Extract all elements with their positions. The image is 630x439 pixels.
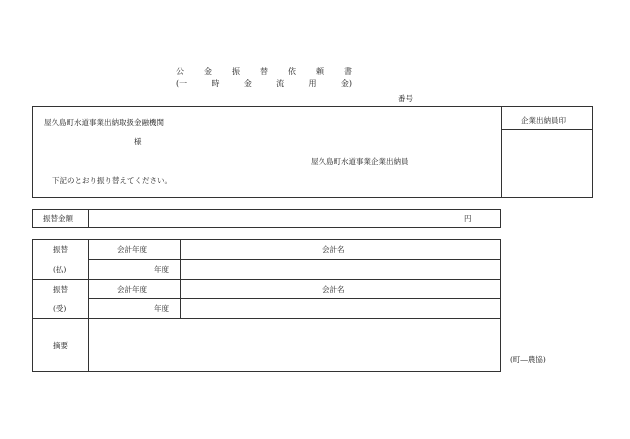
- row-divider: [88, 259, 501, 260]
- honorific: 様: [134, 137, 142, 146]
- footer-note: (町―農協): [510, 355, 546, 364]
- subtitle-char: (一: [176, 79, 188, 88]
- year-suffix: 年度: [154, 304, 169, 313]
- amount-label: 振替金額: [43, 214, 73, 223]
- account-name-label: 会計名: [322, 245, 345, 254]
- title-char: 依: [288, 67, 296, 76]
- subtitle-char: 用: [308, 79, 317, 88]
- title-char: 替: [260, 67, 268, 76]
- credit-sub: (受): [53, 304, 67, 313]
- debit-label: 振替: [53, 245, 68, 254]
- request-text: 下記のとおり振り替えてください。: [52, 176, 172, 185]
- title-char: 書: [344, 67, 352, 76]
- subtitle-char: 流: [276, 79, 285, 88]
- year-suffix: 年度: [154, 265, 169, 274]
- title-char: 金: [204, 67, 212, 76]
- credit-label: 振替: [53, 285, 68, 294]
- amount-divider: [88, 209, 89, 228]
- fiscal-year-label: 会計年度: [117, 245, 147, 254]
- section-divider: [32, 318, 501, 319]
- fiscal-year-label: 会計年度: [117, 285, 147, 294]
- seal-divider: [501, 129, 593, 130]
- document-title: [176, 66, 352, 77]
- institution-name: 屋久島町水道事業出納取扱金融機関: [44, 118, 164, 127]
- title-char: 頼: [316, 67, 324, 76]
- subtitle-char: 金: [243, 79, 252, 88]
- sender-name: 屋久島町水道事業企業出納員: [311, 157, 409, 166]
- seal-label: 企業出納員印: [521, 116, 566, 125]
- subtitle-char: 金): [340, 79, 352, 88]
- amount-unit: 円: [464, 214, 472, 223]
- title-char: 公: [176, 67, 184, 76]
- title-char: 振: [232, 67, 240, 76]
- document-subtitle: [176, 78, 352, 89]
- row-divider: [88, 298, 501, 299]
- account-name-label: 会計名: [322, 285, 345, 294]
- amount-field[interactable]: [92, 210, 460, 226]
- number-label: 番号: [398, 94, 413, 103]
- section-divider: [32, 279, 501, 280]
- debit-sub: (払): [53, 265, 67, 274]
- summary-label: 摘要: [53, 341, 68, 350]
- subtitle-char: 時: [211, 79, 220, 88]
